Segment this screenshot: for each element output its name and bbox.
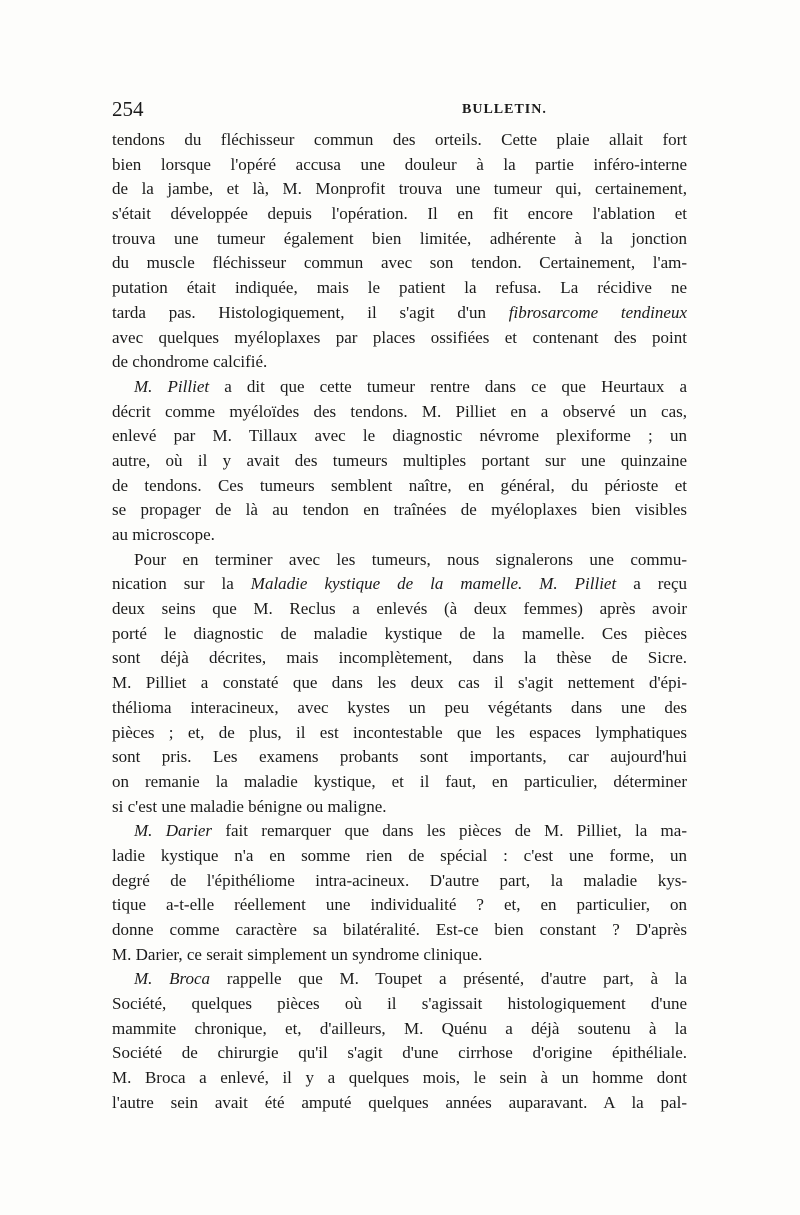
page-header <box>112 97 687 125</box>
text-run: M. Pilliet <box>134 376 210 396</box>
text-run: pièces ; et, de plus, il est incontestable que les espaces lymphatiques <box>112 722 687 742</box>
text-run: enlevé par M. Tillaux avec le diagnostic névrome plexiforme ; un <box>112 426 687 446</box>
text-run: au microscope. <box>112 525 215 544</box>
text-run: fibrosarcome tendineux <box>508 302 687 322</box>
text-line <box>112 153 687 178</box>
text-line <box>112 696 687 721</box>
text-run: de tendons. Ces tumeurs semblent naître, en général, du périoste et <box>112 475 687 495</box>
text-run: M. Broca a enlevé, il y a quelques mois, le sein à un homme dont <box>112 1068 687 1088</box>
text-run: thélioma interacineux, avec kystes un peu végétants dans une des <box>112 697 687 717</box>
text-line <box>112 1091 687 1116</box>
text-line <box>112 498 687 523</box>
text-line <box>112 350 687 375</box>
text-run: ladie kystique n'a en somme rien de spécial : c'est une forme, un <box>112 845 687 865</box>
text-run: degré de l'épithéliome intra-acineux. D'autre part, la maladie kys- <box>112 870 687 890</box>
text-line <box>112 449 687 474</box>
text-run: sont déjà décrites, mais incomplètement, dans la thèse de Sicre. <box>112 648 687 668</box>
text-run: décrit comme myéloïdes des tendons. M. Pilliet en a observé un cas, <box>112 401 687 421</box>
text-line <box>112 227 687 252</box>
text-line <box>112 301 687 326</box>
text-run: Maladie kystique de la mamelle. M. Pilliet <box>250 574 617 594</box>
text-line <box>112 893 687 918</box>
text-run: sont pris. Les examens probants sont importants, car aujourd'hui <box>112 747 687 767</box>
text-run: M. Pilliet a constaté que dans les deux cas il s'agit nettement d'épi- <box>112 673 687 693</box>
text-run: avec quelques myéloplaxes par places ossifiées et contenant des point <box>112 327 687 347</box>
text-run: tendons du fléchisseur commun des orteils. Cette plaie allait fort <box>112 130 687 149</box>
text-run: du muscle fléchisseur commun avec son tendon. Certainement, l'am- <box>112 253 687 273</box>
text-run: fait remarquer que dans les pièces de M. Pilliet, la ma- <box>212 821 687 841</box>
text-line <box>112 869 687 894</box>
text-run: a dit que cette tumeur rentre dans ce que Heurtaux a <box>209 376 687 396</box>
text-run: l'autre sein avait été amputé quelques années auparavant. A la pal- <box>112 1092 687 1112</box>
text-run: porté le diagnostic de maladie kystique de la mamelle. Ces pièces <box>112 623 687 643</box>
article-body <box>112 128 687 1116</box>
text-run: a reçu <box>616 574 687 594</box>
text-line <box>112 202 687 227</box>
text-line <box>112 943 687 968</box>
text-line <box>112 1017 687 1042</box>
text-line <box>112 844 687 869</box>
text-run: Société, quelques pièces où il s'agissait histologiquement d'une <box>112 994 687 1014</box>
text-line <box>112 177 687 202</box>
text-run: M. Darier, ce serait simplement un syndrome clinique. <box>112 944 483 964</box>
text-line <box>112 967 687 992</box>
text-line <box>112 622 687 647</box>
text-run: rappelle que M. Toupet a présenté, d'autre part, à la <box>210 969 687 989</box>
text-line <box>112 548 687 573</box>
text-run: trouva une tumeur également bien limitée, adhérente à la jonction <box>112 228 687 248</box>
text-line <box>112 375 687 400</box>
page-number: 254 <box>112 97 144 121</box>
text-run: M. Darier <box>134 821 213 841</box>
text-run: M. Broca <box>134 969 211 989</box>
text-line <box>112 400 687 425</box>
text-run: Société de chirurgie qu'il s'agit d'une cirrhose d'origine épithéliale. <box>112 1043 687 1063</box>
text-run: deux seins que M. Reclus a enlevés (à deux femmes) après avoir <box>112 599 687 619</box>
text-line <box>112 745 687 770</box>
text-run: si c'est une maladie bénigne ou maligne. <box>112 796 387 816</box>
text-run: tarda pas. Histologiquement, il s'agit d'un <box>112 302 509 322</box>
text-line <box>112 721 687 746</box>
text-line <box>112 1066 687 1091</box>
text-line <box>112 597 687 622</box>
text-line <box>112 770 687 795</box>
text-run: de chondrome calcifié. <box>112 352 268 372</box>
text-line <box>112 128 687 153</box>
text-run: nication sur la <box>112 574 251 594</box>
text-line <box>112 992 687 1017</box>
text-line <box>112 424 687 449</box>
text-line <box>112 671 687 696</box>
text-line <box>112 572 687 597</box>
text-run: on remanie la maladie kystique, et il faut, en particulier, déterminer <box>112 771 687 791</box>
text-line <box>112 1041 687 1066</box>
text-run: putation était indiquée, mais le patient la refusa. La récidive ne <box>112 278 687 298</box>
text-run: s'était développée depuis l'opération. Il en fit encore l'ablation et <box>112 204 687 224</box>
text-line <box>112 523 687 548</box>
text-line <box>112 251 687 276</box>
text-line <box>112 795 687 820</box>
text-run: mammite chronique, et, d'ailleurs, M. Quénu a déjà soutenu à la <box>112 1018 687 1038</box>
running-head: BULLETIN. <box>462 102 547 117</box>
text-line <box>112 474 687 499</box>
text-line <box>112 819 687 844</box>
text-run: Pour en terminer avec les tumeurs, nous signalerons une commu- <box>134 549 687 569</box>
text-run: autre, où il y avait des tumeurs multiples portant sur une quinzaine <box>112 450 687 470</box>
text-run: tique a-t-elle réellement une individualité ? et, en particulier, on <box>112 895 687 915</box>
text-line <box>112 646 687 671</box>
text-line <box>112 276 687 301</box>
text-line <box>112 326 687 351</box>
text-run: de la jambe, et là, M. Monprofit trouva une tumeur qui, certainement, <box>112 179 687 199</box>
text-run: bien lorsque l'opéré accusa une douleur à la partie inféro-interne <box>112 154 687 174</box>
text-line <box>112 918 687 943</box>
text-run: se propager de là au tendon en traînées de myéloplaxes bien visibles <box>112 500 687 520</box>
text-run: donne comme caractère sa bilatéralité. Est-ce bien constant ? D'après <box>112 920 687 939</box>
